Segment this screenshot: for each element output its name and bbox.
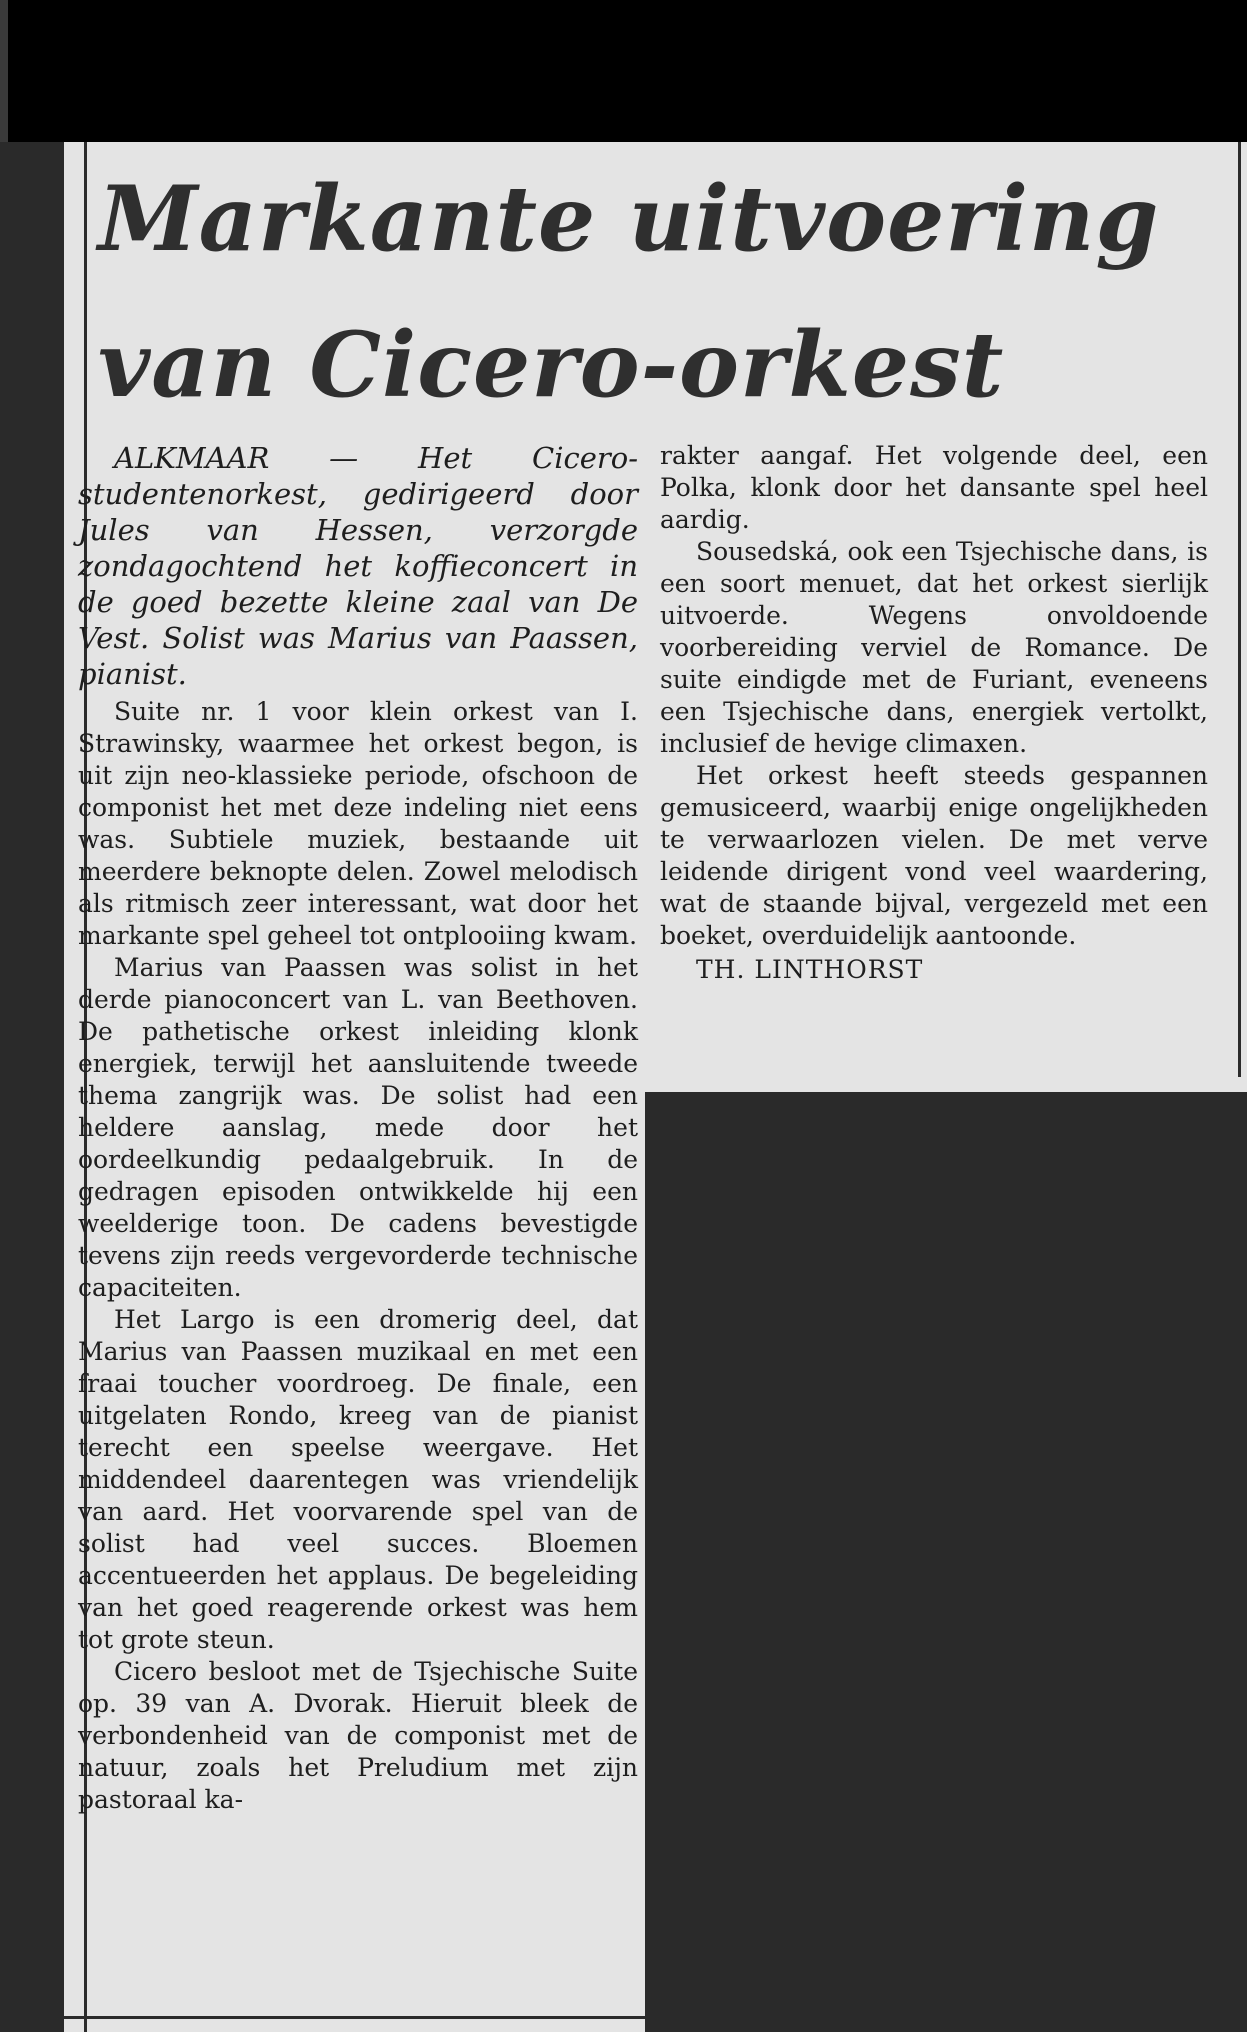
headline-line-1: Markante uitvoering [98, 166, 1160, 272]
body-paragraph: Suite nr. 1 voor klein orkest van I. Strawinsky, waarmee het orkest begon, is uit zijn neo-klassieke periode, ofschoon de componist het met deze indeling niet eens was. Subtiele muziek, bestaande uit meerdere beknopte delen. Zowel melodisch als ritmisch zeer interessant, wat door het markante spel geheel tot ontplooiing kwam. [78, 697, 638, 950]
body-paragraph: Cicero besloot met de Tsjechische Suite op. 39 van A. Dvorak. Hieruit bleek de verbondenheid van de componist met de natuur, zoals het Preludium met zijn pastoraal ka- [78, 1657, 638, 1814]
body-paragraph: Sousedská, ook een Tsjechische dans, is een soort menuet, dat het orkest sierlijk uitvoerde. Wegens onvoldoende voorbereiding verviel de Romance. De suite eindigde met de Furiant, eveneens een Tsjechische dans, energiek vertolkt, inclusief de hevige climaxen. [660, 537, 1208, 758]
lead-paragraph: ALKMAAR — Het Cicero-studentenorkest, gedirigeerd door Jules van Hessen, verzorgde zondagochtend het koffieconcert in de goed bezette kleine zaal van De Vest. Solist was Marius van Paassen, pianist. [78, 441, 638, 691]
dark-cover-box [645, 1092, 1247, 2032]
left-edge-strip [0, 0, 8, 142]
byline-wrapper [660, 954, 1208, 986]
body-paragraph: Marius van Paassen was solist in het derde pianoconcert van L. van Beethoven. De pathetische orkest inleiding klonk energiek, terwijl het aansluitende tweede thema zangrijk was. De solist had een heldere aanslag, mede door het oordeelkundig pedaalgebruik. In de gedragen episoden ontwikkelde hij een weelderige toon. De cadens bevestigde tevens zijn reeds vergevorderde technische capaciteiten. [78, 953, 638, 1302]
black-top-band [0, 0, 1247, 142]
article-column-right [660, 440, 1208, 986]
column-rule-right [1238, 142, 1241, 1077]
continued-paragraph: rakter aangaf. Het volgende deel, een Polka, klonk door het dansante spel heel aardig. [660, 441, 1208, 534]
body-paragraph: Het orkest heeft steeds gespannen gemusiceerd, waarbij enige ongelijkheden te verwaarlozen vielen. De met verve leidende dirigent vond veel waardering, wat de staande bijval, vergezeld met een boeket, overduidelijk aantoonde. [660, 761, 1208, 950]
body-paragraph: Het Largo is een dromerig deel, dat Marius van Paassen muzikaal en met een fraai toucher voordroeg. De finale, een uitgelaten Rondo, kreeg van de pianist terecht een speelse weergave. Het middendeel daarentegen was vriendelijk van aard. Het voorvarende spel van de solist had veel succes. Bloemen accentueerden het applaus. De begeleiding van het goed reagerende orkest was hem tot grote steun. [78, 1305, 638, 1654]
article-column-left [78, 440, 638, 1816]
headline [98, 146, 1228, 438]
headline-line-2: van Cicero-orkest [98, 312, 1005, 418]
byline: TH. LINTHORST [696, 955, 924, 984]
bottom-rule [64, 2016, 645, 2019]
